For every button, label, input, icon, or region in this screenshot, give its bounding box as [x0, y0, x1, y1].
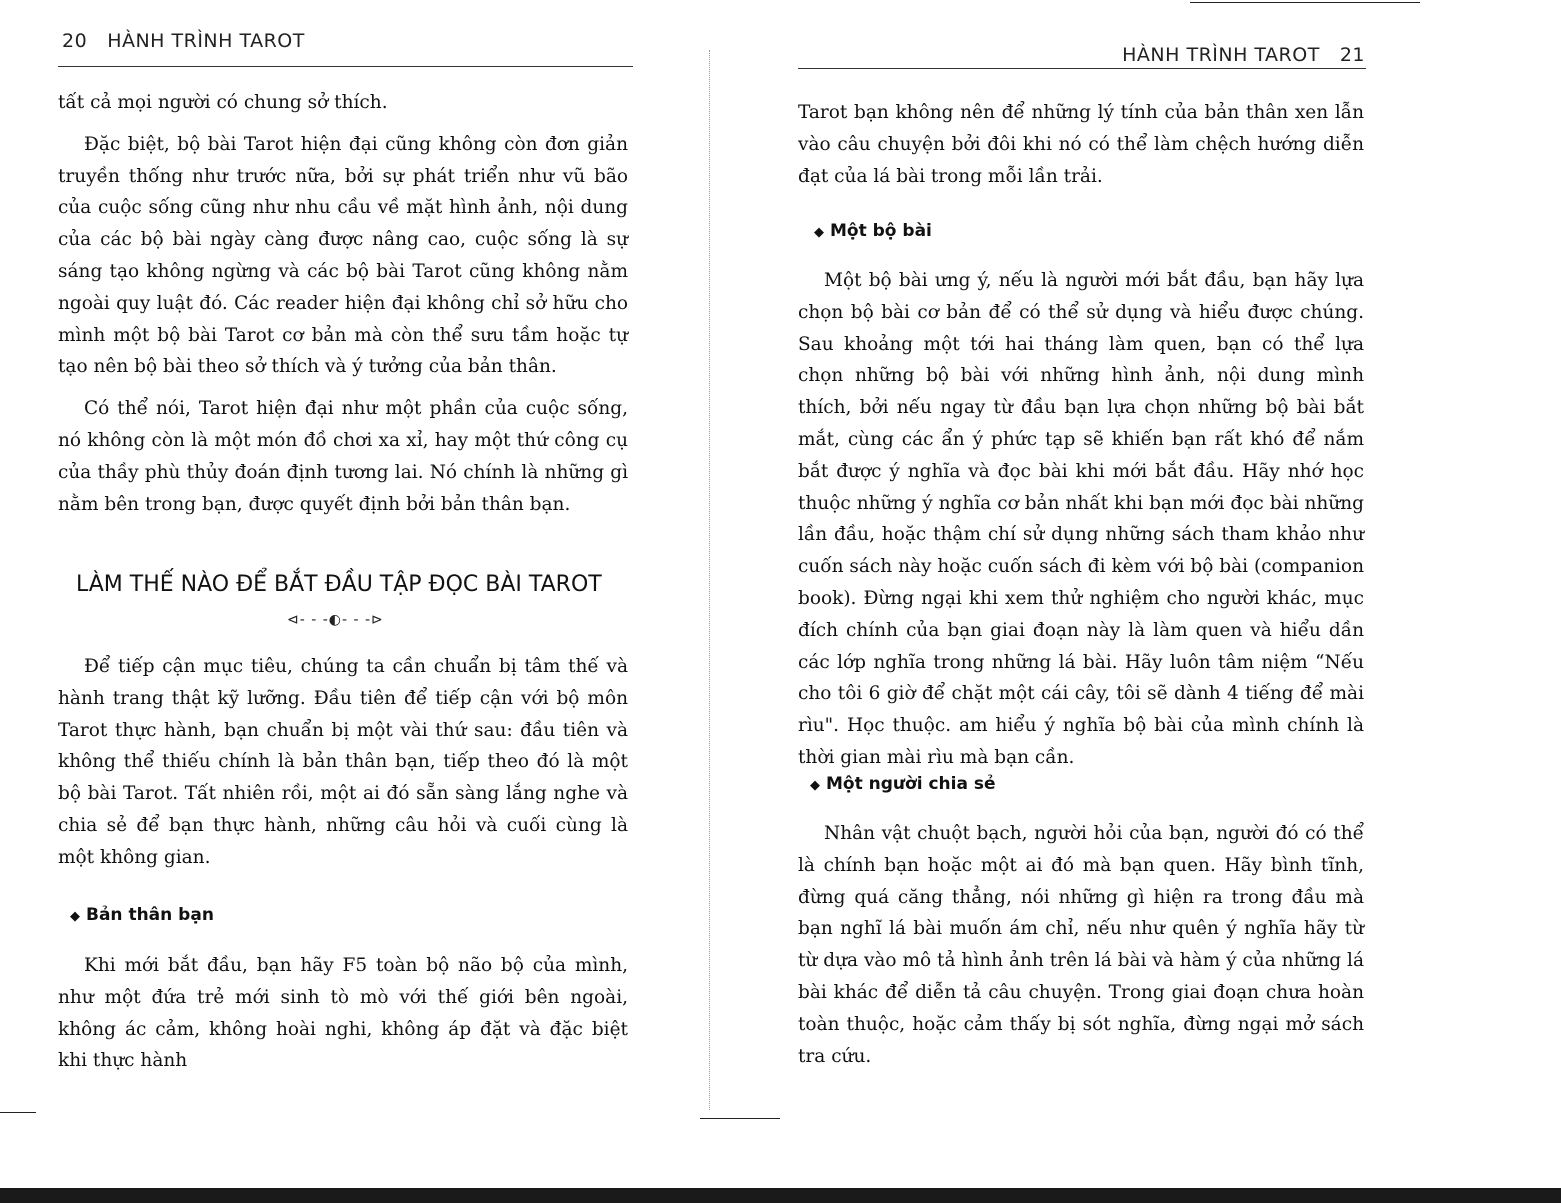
- right-page-number: 21: [1339, 44, 1365, 66]
- right-intro-paragraph: Tarot bạn không nên để những lý tính của bản thân xen lẫn vào câu chuyện bởi đôi khi nó có thể làm chệch hướng diễn đạt của lá bài trong mỗi lần trải.: [798, 102, 1364, 187]
- left-section-body: [58, 651, 628, 874]
- right-subheading-2: [810, 774, 996, 794]
- ornament-divider: ⊲- - -◐- - -⊳: [287, 612, 384, 628]
- right-body-2: [798, 818, 1364, 1072]
- left-sub-paragraph: Khi mới bắt đầu, bạn hãy F5 toàn bộ não bộ của mình, như một đứa trẻ mới sinh tò mò với thế giới bên ngoài, không ác cảm, không hoài nghi, không áp đặt và đặc biệt khi thực hành: [58, 955, 628, 1072]
- diamond-bullet-icon: ◆: [810, 778, 820, 793]
- right-paragraph-1: Một bộ bài ưng ý, nếu là người mới bắt đầu, bạn hãy lựa chọn bộ bài cơ bản để có thể sử dụng và hiểu được chúng. Sau khoảng một tới hai tháng làm quen, bạn có thể lựa chọn những bộ bài với những hình ảnh, nội dung mình thích, bởi nếu ngay từ đầu bạn lựa chọn những bộ bài bắt mắt, cùng các ẩn ý phức tạp sẽ khiến bạn rất khó để nắm bắt được ý nghĩa và đọc bài khi mới bắt đầu. Hãy nhớ học thuộc những ý nghĩa cơ bản nhất khi bạn mới đọc bài những lần đầu, hoặc thậm chí sử dụng những sách tham khảo như cuốn sách này hoặc cuốn sách đi kèm với bộ bài (companion book). Đừng ngại khi xem thử nghiệm cho người khác, mục đích chính của bạn giai đoạn này là làm quen và hiểu dần các lớp nghĩa trong những lá bài. Hãy luôn tâm niệm “Nếu cho tôi 6 giờ để chặt một cái cây, tôi sẽ dành 4 tiếng để mài rìu". Học thuộc. am hiểu ý nghĩa bộ bài của mình chính là thời gian mài rìu mà bạn cần.: [798, 270, 1364, 768]
- left-running-header: [62, 30, 305, 52]
- right-subheading-2-text: Một người chia sẻ: [826, 774, 996, 794]
- right-paragraph-2: Nhân vật chuột bạch, người hỏi của bạn, người đó có thể là chính bạn hoặc một ai đó mà bạn quen. Hãy bình tĩnh, đừng quá căng thẳng, nói những gì hiện ra trong đầu mà bạn nghĩ lá bài muốn ám chỉ, nếu như quên ý nghĩa hãy từ từ dựa vào mô tả hình ảnh trên lá bài và hàm ý của những lá bài khác để diễn tả câu chuyện. Trong giai đoạn chưa hoàn toàn thuộc, hoặc cảm thấy bị sót nghĩa, đừng ngại mở sách tra cứu.: [798, 823, 1364, 1067]
- right-subheading-1-text: Một bộ bài: [830, 221, 932, 241]
- section-heading: LÀM THẾ NÀO ĐỂ BẮT ĐẦU TẬP ĐỌC BÀI TAROT: [76, 572, 602, 597]
- scan-edge-left: [0, 1112, 36, 1113]
- left-running-title: HÀNH TRÌNH TAROT: [107, 30, 305, 52]
- scan-bottom-border: [0, 1188, 1561, 1203]
- gutter-dotted-line: [709, 50, 710, 1110]
- left-page: [0, 0, 700, 1203]
- left-page-number: 20: [62, 30, 88, 52]
- right-running-header: [1122, 44, 1365, 66]
- diamond-bullet-icon: ◆: [70, 909, 80, 924]
- scan-edge-gutter: [700, 1118, 780, 1119]
- left-sub-body: [58, 950, 628, 1077]
- left-body-top: [58, 87, 628, 520]
- right-intro-body: [798, 97, 1364, 192]
- right-body-1: [798, 265, 1364, 774]
- book-gutter: [700, 40, 720, 1140]
- left-paragraph-1: tất cả mọi người có chung sở thích.: [58, 92, 388, 113]
- left-subheading-text: Bản thân bạn: [86, 905, 214, 925]
- left-subheading: [70, 905, 214, 925]
- left-section-paragraph: Để tiếp cận mục tiêu, chúng ta cần chuẩn bị tâm thế và hành trang thật kỹ lưỡng. Đầu tiên để tiếp cận với bộ môn Tarot thực hành, bạn chuẩn bị một vài thứ sau: đầu tiên và không thể thiếu chính là bản thân bạn, tiếp theo đó là một bộ bài Tarot. Tất nhiên rồi, một ai đó sẵn sàng lắng nghe và chia sẻ để bạn thực hành, những câu hỏi và cuối cùng là một không gian.: [58, 656, 628, 868]
- left-paragraph-2: Đặc biệt, bộ bài Tarot hiện đại cũng không còn đơn giản truyền thống như trước nữa, bởi sự phát triển như vũ bão của cuộc sống cũng như nhu cầu về mặt hình ảnh, nội dung của các bộ bài ngày càng được nâng cao, cuộc sống là sự sáng tạo không ngừng và các bộ bài Tarot cũng không nằm ngoài quy luật đó. Các reader hiện đại không chỉ sở hữu cho mình một bộ bài Tarot cơ bản mà còn thể sưu tầm hoặc tự tạo nên bộ bài theo sở thích và ý tưởng của bản thân.: [58, 133, 628, 378]
- diamond-bullet-icon: ◆: [814, 225, 824, 240]
- scan-edge-top: [1190, 2, 1420, 3]
- right-page: [740, 0, 1561, 1203]
- right-subheading-1: [814, 221, 932, 241]
- left-header-rule: [58, 66, 633, 67]
- right-header-rule: [798, 68, 1366, 69]
- right-running-title: HÀNH TRÌNH TAROT: [1122, 44, 1320, 66]
- left-paragraph-3: Có thể nói, Tarot hiện đại như một phần của cuộc sống, nó không còn là một món đồ chơi xa xỉ, hay một thứ công cụ của thầy phù thủy đoán định tương lai. Nó chính là những gì nằm bên trong bạn, được quyết định bởi bản thân bạn.: [58, 398, 628, 515]
